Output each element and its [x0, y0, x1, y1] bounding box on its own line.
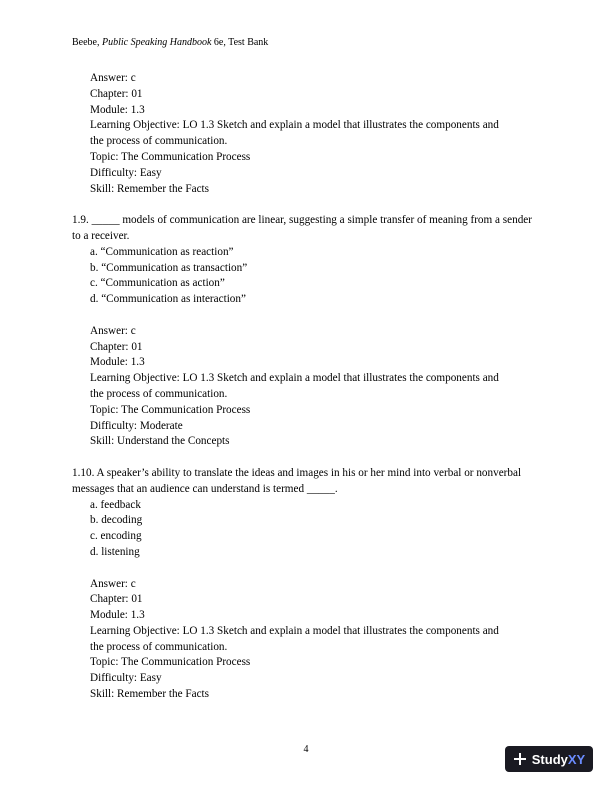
learning-objective-line-2: the process of communication. — [90, 135, 228, 148]
option-d: d. “Communication as interaction” — [90, 293, 246, 306]
question-text: 1.10. A speaker’s ability to translate the ideas and images in his or her mind into verbal or nonverbal messages that an audience can understand is termed _____. — [72, 466, 522, 495]
answer-block-1-8 — [72, 71, 542, 197]
module-label: Module: 1.3 — [90, 609, 145, 622]
chapter-label: Chapter: 01 — [90, 87, 143, 100]
learning-objective-line-2: the process of communication. — [90, 387, 228, 400]
page-content — [72, 71, 542, 703]
option-b: b. “Communication as transaction” — [90, 261, 248, 274]
option-c: c. “Communication as action” — [90, 277, 225, 290]
chapter-label: Chapter: 01 — [90, 593, 143, 606]
module-label: Module: 1.3 — [90, 356, 145, 369]
difficulty-label: Difficulty: Moderate — [90, 419, 183, 432]
option-a: a. “Communication as reaction” — [90, 245, 234, 258]
module-label: Module: 1.3 — [90, 103, 145, 116]
learning-objective-line-2: the process of communication. — [90, 640, 228, 653]
studyxy-brand — [532, 752, 585, 767]
answer-label: Answer: c — [90, 72, 136, 84]
brand-main: Study — [531, 751, 568, 767]
answer-label: Answer: c — [90, 577, 136, 590]
option-c: c. encoding — [90, 530, 142, 543]
brand-accent: XY — [567, 751, 586, 767]
option-b: b. decoding — [90, 514, 143, 527]
difficulty-label: Difficulty: Easy — [90, 672, 162, 685]
skill-label: Skill: Remember the Facts — [90, 182, 210, 195]
running-header — [72, 37, 268, 49]
question-1-10 — [72, 466, 542, 703]
chapter-label: Chapter: 01 — [90, 340, 143, 353]
answer-label: Answer: c — [90, 324, 136, 337]
studyxy-badge[interactable] — [505, 746, 593, 772]
answer-block-1-10 — [72, 577, 542, 703]
learning-objective-line-1: Learning Objective: LO 1.3 Sketch and explain a model that illustrates the components and — [90, 119, 499, 132]
question-text: 1.9. _____ models of communication are linear, suggesting a simple transfer of meaning from a sender to a receiver. — [72, 214, 532, 242]
answer-block-1-9 — [72, 324, 542, 450]
topic-label: Topic: The Communication Process — [90, 656, 251, 669]
option-d: d. listening — [90, 545, 140, 558]
question-1-9 — [72, 213, 542, 450]
skill-label: Skill: Understand the Concepts — [90, 435, 230, 448]
page-number: 4 — [303, 744, 309, 755]
header-book-title: Public Speaking Handbook — [102, 37, 212, 48]
topic-label: Topic: The Communication Process — [90, 150, 251, 163]
skill-label: Skill: Remember the Facts — [90, 688, 210, 701]
option-a: a. feedback — [90, 498, 141, 511]
learning-objective-line-1: Learning Objective: LO 1.3 Sketch and explain a model that illustrates the components and — [90, 372, 499, 385]
plus-icon — [513, 752, 527, 766]
options-list — [72, 498, 542, 561]
header-suffix: 6e, Test Bank — [211, 37, 269, 48]
options-list — [72, 245, 542, 308]
learning-objective-line-1: Learning Objective: LO 1.3 Sketch and explain a model that illustrates the components and — [90, 624, 499, 637]
difficulty-label: Difficulty: Easy — [90, 166, 162, 179]
topic-label: Topic: The Communication Process — [90, 403, 251, 416]
header-author: Beebe, — [72, 37, 102, 48]
